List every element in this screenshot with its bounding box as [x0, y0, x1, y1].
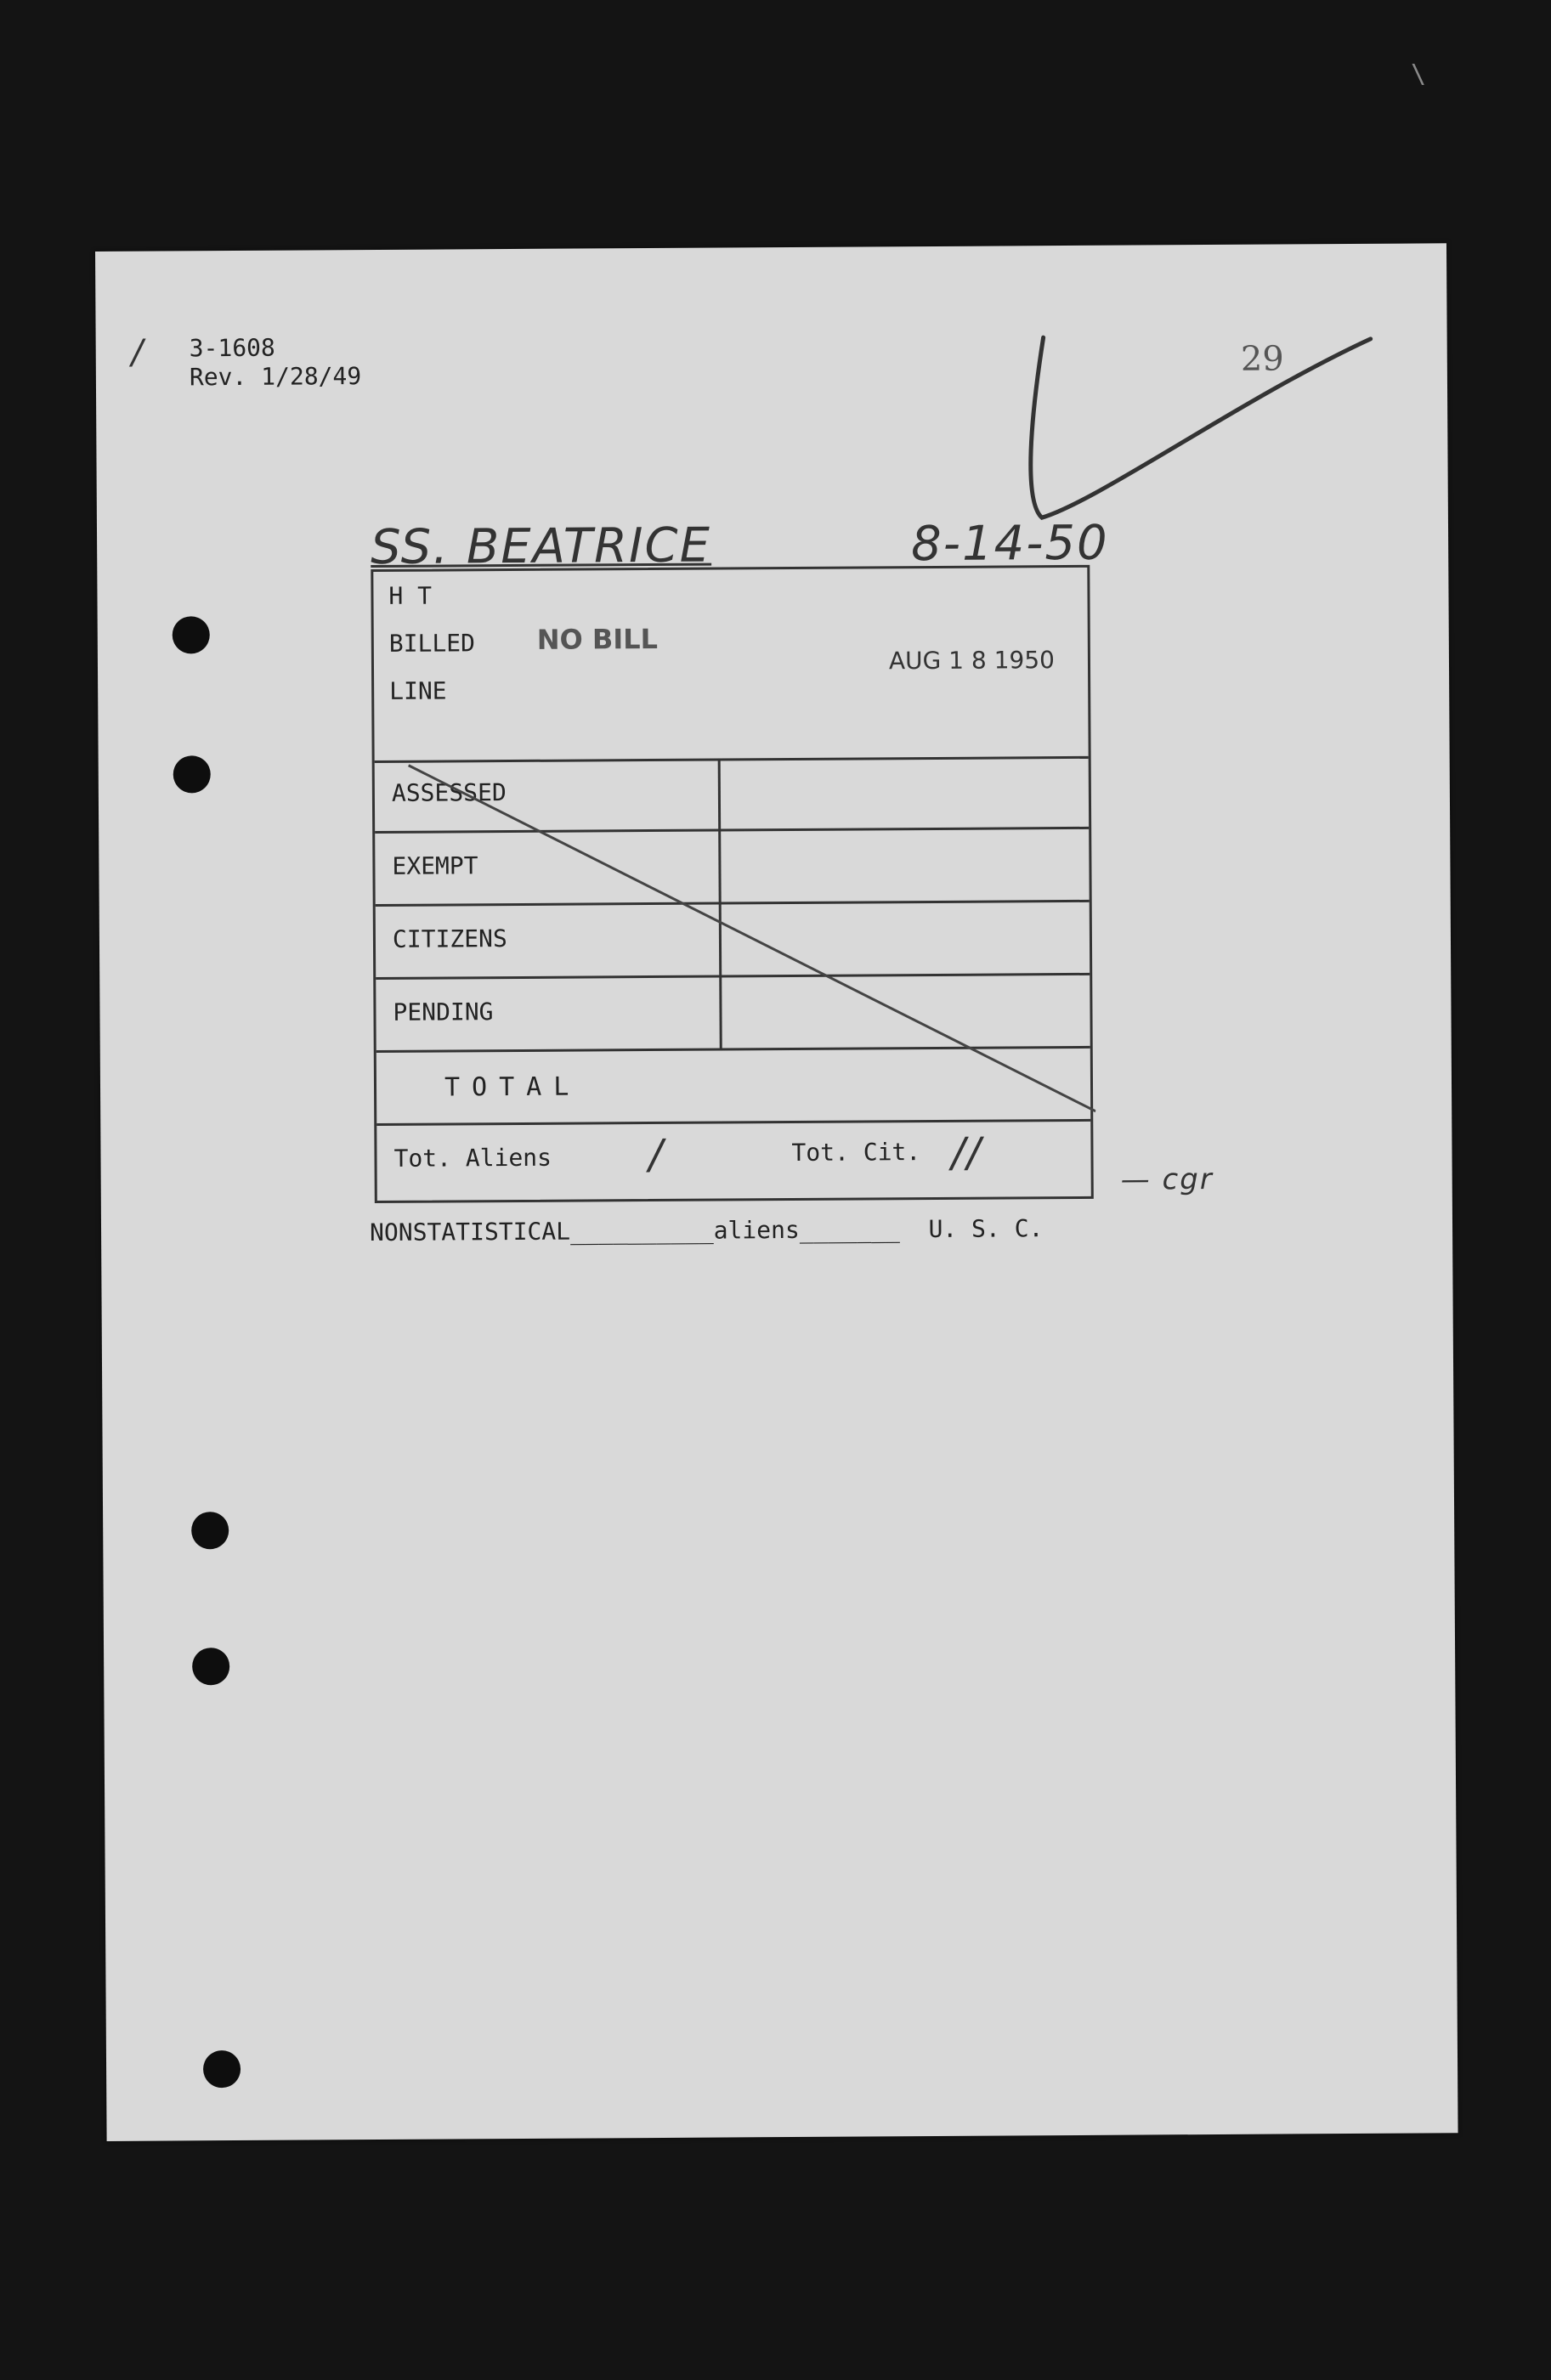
arrival-date: 8-14-50 — [910, 515, 1109, 573]
field-label-line: LINE — [389, 676, 447, 705]
row-label: EXEMPT — [392, 851, 478, 880]
punch-hole — [191, 1512, 229, 1549]
total-aliens-label: Tot. Aliens — [393, 1143, 552, 1173]
form-number: 3-1608 — [189, 333, 275, 363]
total-citizens-value: // — [951, 1128, 983, 1177]
nonstatistical-line: NONSTATISTICAL__________aliens_______ U. S. C. — [369, 1214, 1044, 1247]
aliens-label: aliens — [713, 1215, 800, 1245]
manifest-tally-table — [371, 565, 1094, 1203]
field-label-ht: H T — [388, 581, 433, 610]
punch-hole — [192, 1648, 229, 1685]
usc-label: U. S. C. — [928, 1214, 1044, 1244]
punch-hole — [173, 616, 210, 653]
total-label: TOTAL — [444, 1071, 581, 1103]
form-sheet — [95, 243, 1458, 2141]
date-stamp: AUG 1 8 1950 — [888, 646, 1055, 676]
row-label: ASSESSED — [391, 778, 507, 807]
diagonal-strike-line — [373, 568, 1096, 1206]
nonstatistical-label: NONSTATISTICAL — [369, 1217, 571, 1247]
form-revision: Rev. 1/28/49 — [189, 362, 362, 392]
page-number: 29 — [1240, 339, 1284, 379]
row-label: PENDING — [393, 998, 494, 1026]
field-label-billed: BILLED — [388, 629, 476, 658]
vessel-name: SS. BEATRICE — [370, 517, 712, 576]
no-bill-stamp: NO BILL — [536, 622, 659, 656]
total-citizens-label: Tot. Cit. — [791, 1138, 921, 1167]
row-label: CITIZENS — [392, 924, 507, 953]
margin-initials: — cgr — [1120, 1162, 1214, 1197]
total-aliens-value: / — [648, 1130, 665, 1179]
margin-tick-mark: / — [131, 332, 145, 372]
punch-hole — [173, 755, 211, 793]
punch-hole — [203, 2050, 241, 2088]
film-scratch: \ — [1411, 59, 1427, 89]
